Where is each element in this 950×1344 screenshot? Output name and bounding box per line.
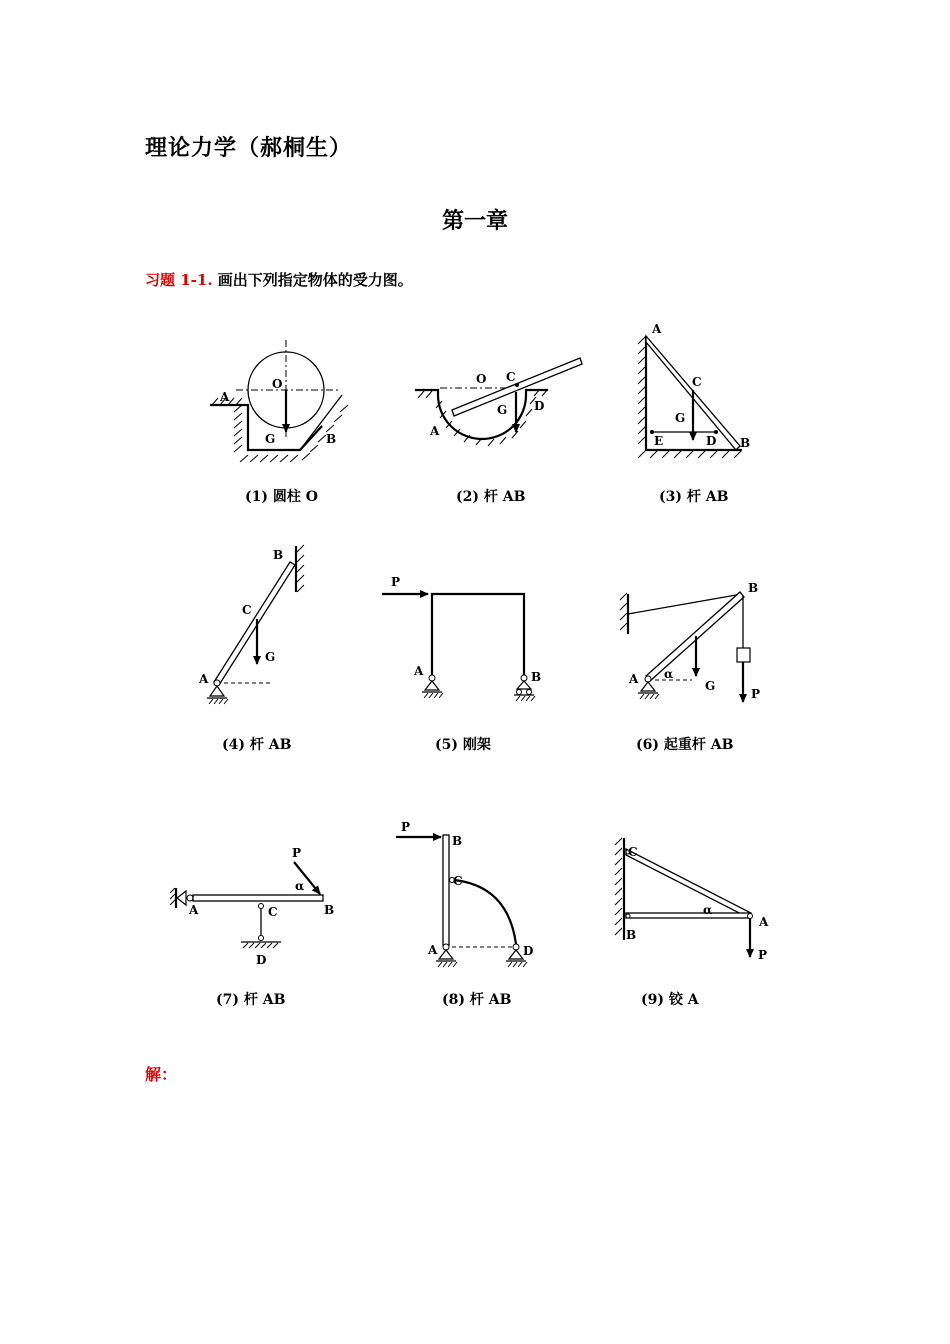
fig7-label-a: A — [189, 903, 199, 917]
exercise-text: 画出下列指定物体的受力图。 — [217, 271, 413, 289]
fig9-label-b: B — [626, 928, 637, 942]
fig6-caption: (6) 起重杆 AB — [636, 737, 734, 753]
fig7-label-c: C — [268, 905, 278, 919]
exercise-number: 习题 1-1. — [145, 271, 213, 289]
fig2-label-d: D — [534, 399, 545, 413]
fig7-caption: (7) 杆 AB — [216, 992, 286, 1008]
fig1-label-b: B — [326, 432, 337, 446]
figure-2 — [415, 358, 582, 505]
fig2-label-g: G — [497, 403, 508, 417]
figure-3 — [638, 322, 750, 505]
fig2-label-c: C — [506, 370, 516, 384]
fig9-label-c: C — [628, 845, 638, 859]
fig7-label-b: B — [324, 903, 335, 917]
figure-4 — [198, 545, 304, 753]
fig3-label-e: E — [654, 434, 664, 448]
fig3-label-b: B — [740, 436, 751, 450]
fig1-label-o: O — [272, 377, 283, 391]
fig4-label-g: G — [265, 650, 276, 664]
fig5-label-b: B — [531, 670, 542, 684]
fig9-label-alpha: α — [703, 903, 713, 917]
fig1-label-g: G — [265, 432, 276, 446]
fig8-label-d: D — [523, 944, 534, 958]
fig6-label-g: G — [705, 679, 716, 693]
fig2-label-a: A — [430, 424, 440, 438]
fig3-caption: (3) 杆 AB — [659, 489, 729, 505]
fig6-label-alpha: α — [664, 667, 674, 681]
fig5-label-p: P — [391, 575, 401, 589]
solution-label: 解： — [145, 1065, 178, 1084]
fig2-label-o: O — [476, 372, 487, 386]
fig3-label-c: C — [692, 375, 702, 389]
fig8-label-p: P — [401, 820, 411, 834]
fig7-label-p: P — [292, 846, 302, 860]
fig9-caption: (9) 铰 A — [641, 992, 699, 1008]
fig3-label-a: A — [652, 322, 662, 336]
fig1-caption: (1) 圆柱 O — [245, 489, 318, 505]
figure-1 — [210, 340, 348, 505]
fig7-label-alpha: α — [295, 879, 305, 893]
fig9-label-a: A — [759, 915, 769, 929]
fig1-label-a: A — [220, 390, 230, 404]
fig8-caption: (8) 杆 AB — [442, 992, 512, 1008]
fig4-label-c: C — [242, 603, 252, 617]
fig5-caption: (5) 刚架 — [435, 737, 491, 753]
figure-8 — [396, 820, 533, 1008]
figure-9 — [615, 838, 769, 1008]
fig4-caption: (4) 杆 AB — [222, 737, 292, 753]
figure-5 — [382, 575, 541, 753]
fig4-label-a: A — [199, 672, 209, 686]
fig6-label-a: A — [629, 672, 639, 686]
fig3-label-g: G — [675, 411, 686, 425]
fig4-label-b: B — [273, 548, 284, 562]
fig5-label-a: A — [414, 664, 424, 678]
fig3-label-d: D — [706, 434, 717, 448]
figure-6 — [620, 581, 760, 753]
document-title: 理论力学（郝桐生） — [145, 135, 353, 161]
fig2-caption: (2) 杆 AB — [456, 489, 526, 505]
fig9-label-p: P — [758, 948, 768, 962]
fig7-label-d: D — [256, 953, 267, 967]
fig8-label-a: A — [428, 943, 438, 957]
fig6-label-b: B — [748, 581, 759, 595]
fig8-label-b: B — [452, 834, 463, 848]
fig6-label-p: P — [751, 687, 761, 701]
fig8-label-c: C — [453, 874, 463, 888]
figure-7 — [170, 846, 334, 1008]
chapter-heading: 第一章 — [441, 208, 508, 234]
